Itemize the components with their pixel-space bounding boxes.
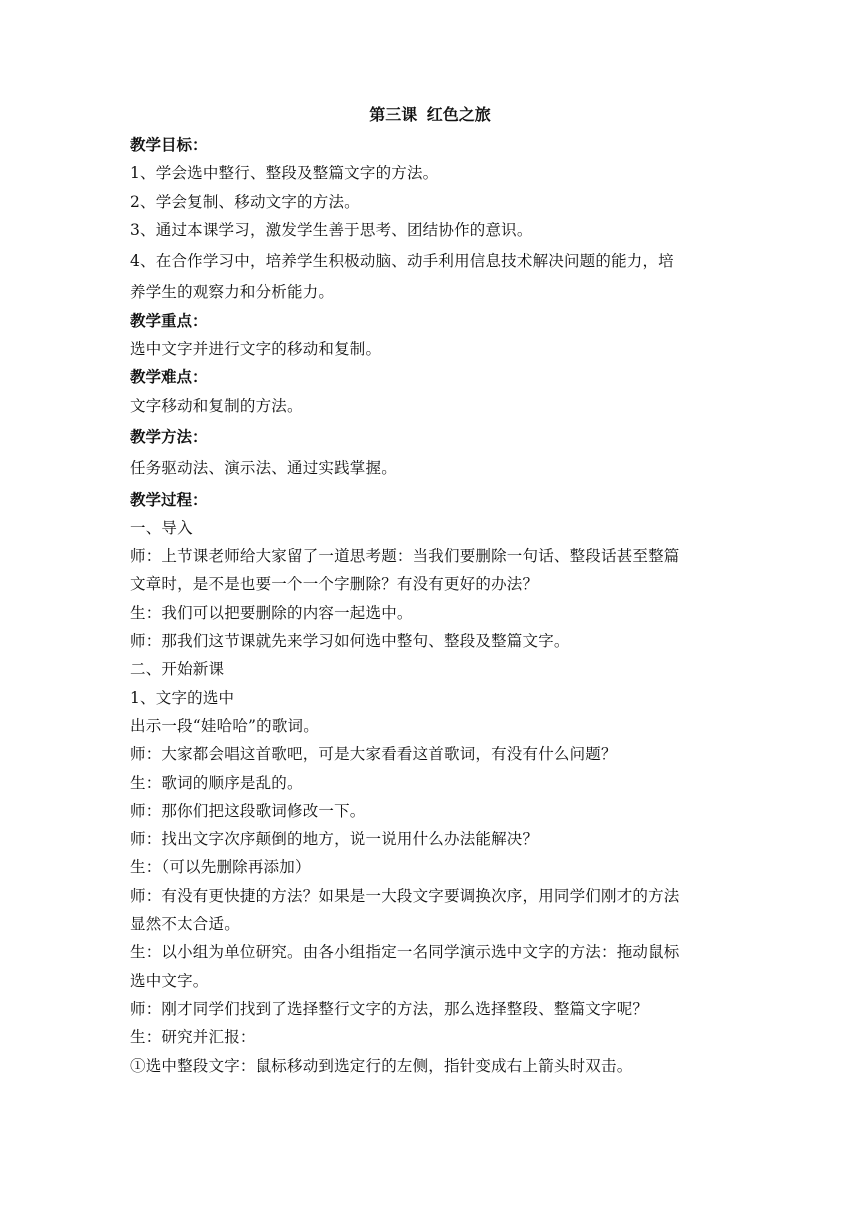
paragraph-line: 养学生的观察力和分析能力。 (130, 283, 335, 302)
paragraph-line: 文章时，是不是也要一个一个字删除？有没有更好的办法？ (130, 575, 539, 594)
paragraph-line: 二、开始新课 (130, 660, 225, 679)
section-heading: 教学重点： (130, 311, 208, 330)
paragraph-line: 师：那你们把这段歌词修改一下。 (130, 801, 366, 820)
paragraph-line: 生：以小组为单位研究。由各小组指定一名同学演示选中文字的方法：拖动鼠标 (130, 943, 680, 962)
paragraph-line: 一、导入 (130, 518, 193, 537)
paragraph-line: 师：有没有更快捷的方法？如果是一大段文字要调换次序，用同学们刚才的方法 (130, 886, 680, 905)
document-title: 第三课 红色之旅 (369, 105, 491, 124)
paragraph-line: 1、学会选中整行、整段及整篇文字的方法。 (130, 164, 439, 183)
paragraph-line: 生：研究并汇报： (130, 1028, 256, 1047)
paragraph-line: 师：上节课老师给大家留了一道思考题：当我们要删除一句话、整段话甚至整篇 (130, 547, 680, 566)
paragraph-line: 任务驱动法、演示法、通过实践掌握。 (130, 459, 397, 478)
paragraph-line: 选中文字。 (130, 971, 209, 990)
paragraph-line: 生：我们可以把要删除的内容一起选中。 (130, 603, 413, 622)
paragraph-line: 显然不太合适。 (130, 915, 240, 934)
section-heading: 教学目标： (130, 136, 208, 154)
paragraph-line: 师：那我们这节课就先来学习如何选中整句、整段及整篇文字。 (130, 632, 570, 651)
section-heading: 教学难点： (130, 368, 208, 387)
paragraph-line: 选中文字并进行文字的移动和复制。 (130, 340, 382, 359)
paragraph-line: 师：刚才同学们找到了选择整行文字的方法，那么选择整段、整篇文字呢？ (130, 999, 649, 1018)
section-heading: 教学过程： (130, 490, 208, 509)
paragraph-line: 1、文字的选中 (130, 688, 235, 707)
paragraph-line: ①选中整段文字：鼠标移动到选定行的左侧，指针变成右上箭头时双击。 (130, 1056, 633, 1075)
document-body (130, 131, 736, 1080)
paragraph-line: 4、在合作学习中，培养学生积极动脑、动手利用信息技术解决问题的能力，培 (130, 252, 674, 271)
paragraph-line: 师：大家都会唱这首歌吧，可是大家看看这首歌词，有没有什么问题？ (130, 745, 617, 764)
section-heading: 教学方法： (130, 427, 208, 446)
paragraph-line: 生：歌词的顺序是乱的。 (130, 773, 303, 792)
paragraph-line: 出示一段“娃哈哈”的歌词。 (130, 716, 319, 735)
paragraph-line: 师：找出文字次序颠倒的地方，说一说用什么办法能解决？ (130, 830, 539, 849)
paragraph-line: 3、通过本课学习，激发学生善于思考、团结协作的意识。 (130, 220, 533, 239)
paragraph-line: 生：（可以先删除再添加） (130, 858, 311, 877)
paragraph-line: 2、学会复制、移动文字的方法。 (130, 192, 360, 211)
paragraph-line: 文字移动和复制的方法。 (130, 396, 303, 415)
